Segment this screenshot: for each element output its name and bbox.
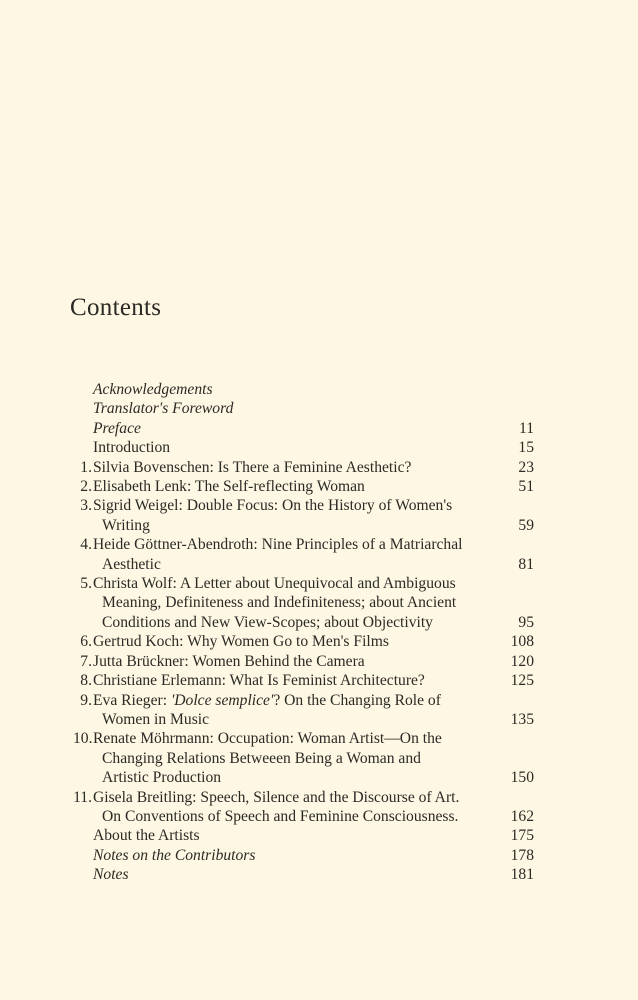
page-number: 95 (518, 613, 534, 631)
chapter-number: 11. (73, 788, 92, 806)
toc-entry-chapter-4[interactable] (74, 535, 534, 574)
entry-title: Christiane Erlemann: What Is Feminist Architecture? (93, 672, 425, 690)
page-number: 108 (510, 633, 534, 651)
entry-title-continued: Meaning, Definiteness and Indefiniteness; about Ancient (102, 594, 457, 612)
toc-entry-preface[interactable] (74, 419, 534, 438)
page-title: Contents (70, 294, 162, 321)
chapter-number: 8. (80, 672, 92, 690)
entry-title: Acknowledgements (93, 381, 213, 398)
entry-title-continued: On Conventions of Speech and Feminine Consciousness. (102, 807, 459, 825)
page-number: 150 (510, 769, 534, 787)
toc-entry-chapter-1[interactable] (74, 458, 534, 477)
entry-title: Elisabeth Lenk: The Self-reflecting Woman (93, 478, 365, 496)
toc-entry-chapter-3[interactable] (74, 496, 534, 535)
entry-title: Silvia Bovenschen: Is There a Feminine Aesthetic? (93, 458, 412, 476)
toc-entry-translators-foreword[interactable] (74, 399, 534, 418)
entry-title-fragment: ? On the Changing Role of (273, 691, 441, 709)
entry-title: Jutta Brückner: Women Behind the Camera (93, 652, 365, 670)
entry-title: Introduction (93, 439, 171, 457)
page-number: 11 (518, 419, 534, 437)
entry-title-continued: Changing Relations Betweeen Being a Woman and (102, 749, 421, 767)
page-number: 125 (510, 672, 534, 690)
entry-title: Translator's Foreword (93, 400, 234, 418)
page-number: 181 (510, 866, 534, 884)
toc-entry-introduction[interactable] (74, 438, 534, 457)
chapter-number: 6. (80, 633, 92, 651)
chapter-number: 7. (80, 652, 92, 670)
chapter-number: 5. (80, 575, 92, 593)
entry-title: Sigrid Weigel: Double Focus: On the History of Women's (93, 497, 453, 515)
toc-entry-acknowledgements[interactable] (74, 380, 534, 399)
entry-title: About the Artists (93, 827, 200, 845)
page-number: 15 (518, 439, 534, 457)
toc-entry-notes[interactable] (74, 865, 534, 884)
toc-entry-chapter-6[interactable] (74, 632, 534, 651)
entry-title-italic-fragment: 'Dolce semplice' (170, 691, 274, 709)
chapter-number: 3. (80, 497, 92, 515)
entry-title-continued: Artistic Production (102, 769, 222, 787)
chapter-number: 2. (80, 478, 92, 496)
table-of-contents (74, 380, 534, 885)
page-number: 178 (510, 846, 534, 864)
entry-title: Notes (93, 866, 129, 884)
page-number: 175 (510, 827, 534, 845)
entry-title-continued: Aesthetic (102, 555, 161, 573)
entry-title-continued: Conditions and New View-Scopes; about Objectivity (102, 613, 433, 631)
entry-title: Renate Möhrmann: Occupation: Woman Artist—On the (93, 730, 442, 748)
toc-entry-notes-on-contributors[interactable] (74, 846, 534, 865)
toc-entry-about-the-artists[interactable] (74, 826, 534, 845)
entry-title: Eva Rieger: (93, 691, 171, 709)
entry-title: Gisela Breitling: Speech, Silence and the Discourse of Art. (93, 788, 460, 806)
chapter-number: 4. (80, 536, 92, 554)
toc-entry-chapter-7[interactable] (74, 652, 534, 671)
page-number: 162 (510, 807, 534, 825)
toc-entry-chapter-9[interactable] (74, 691, 534, 730)
entry-title: Gertrud Koch: Why Women Go to Men's Films (93, 633, 389, 651)
entry-title: Heide Göttner-Abendroth: Nine Principles of a Matriarchal (93, 536, 463, 554)
page-number: 135 (510, 710, 534, 728)
entry-title: Preface (93, 419, 141, 437)
page-number: 81 (518, 555, 534, 573)
entry-title-continued: Writing (102, 516, 150, 534)
page-number: 51 (518, 478, 534, 496)
toc-entry-chapter-5[interactable] (74, 574, 534, 632)
chapter-number: 1. (80, 458, 92, 476)
toc-entry-chapter-8[interactable] (74, 671, 534, 690)
entry-title: Notes on the Contributors (93, 846, 256, 864)
toc-entry-chapter-2[interactable] (74, 477, 534, 496)
page-number: 23 (518, 458, 534, 476)
toc-entry-chapter-11[interactable] (74, 788, 534, 827)
toc-entry-chapter-10[interactable] (74, 729, 534, 787)
entry-title: Christa Wolf: A Letter about Unequivocal and Ambiguous (93, 575, 456, 593)
entry-title-continued: Women in Music (102, 710, 210, 728)
page-number: 120 (510, 652, 534, 670)
page-number: 59 (518, 516, 534, 534)
chapter-number: 9. (80, 691, 92, 709)
chapter-number: 10. (73, 730, 93, 748)
